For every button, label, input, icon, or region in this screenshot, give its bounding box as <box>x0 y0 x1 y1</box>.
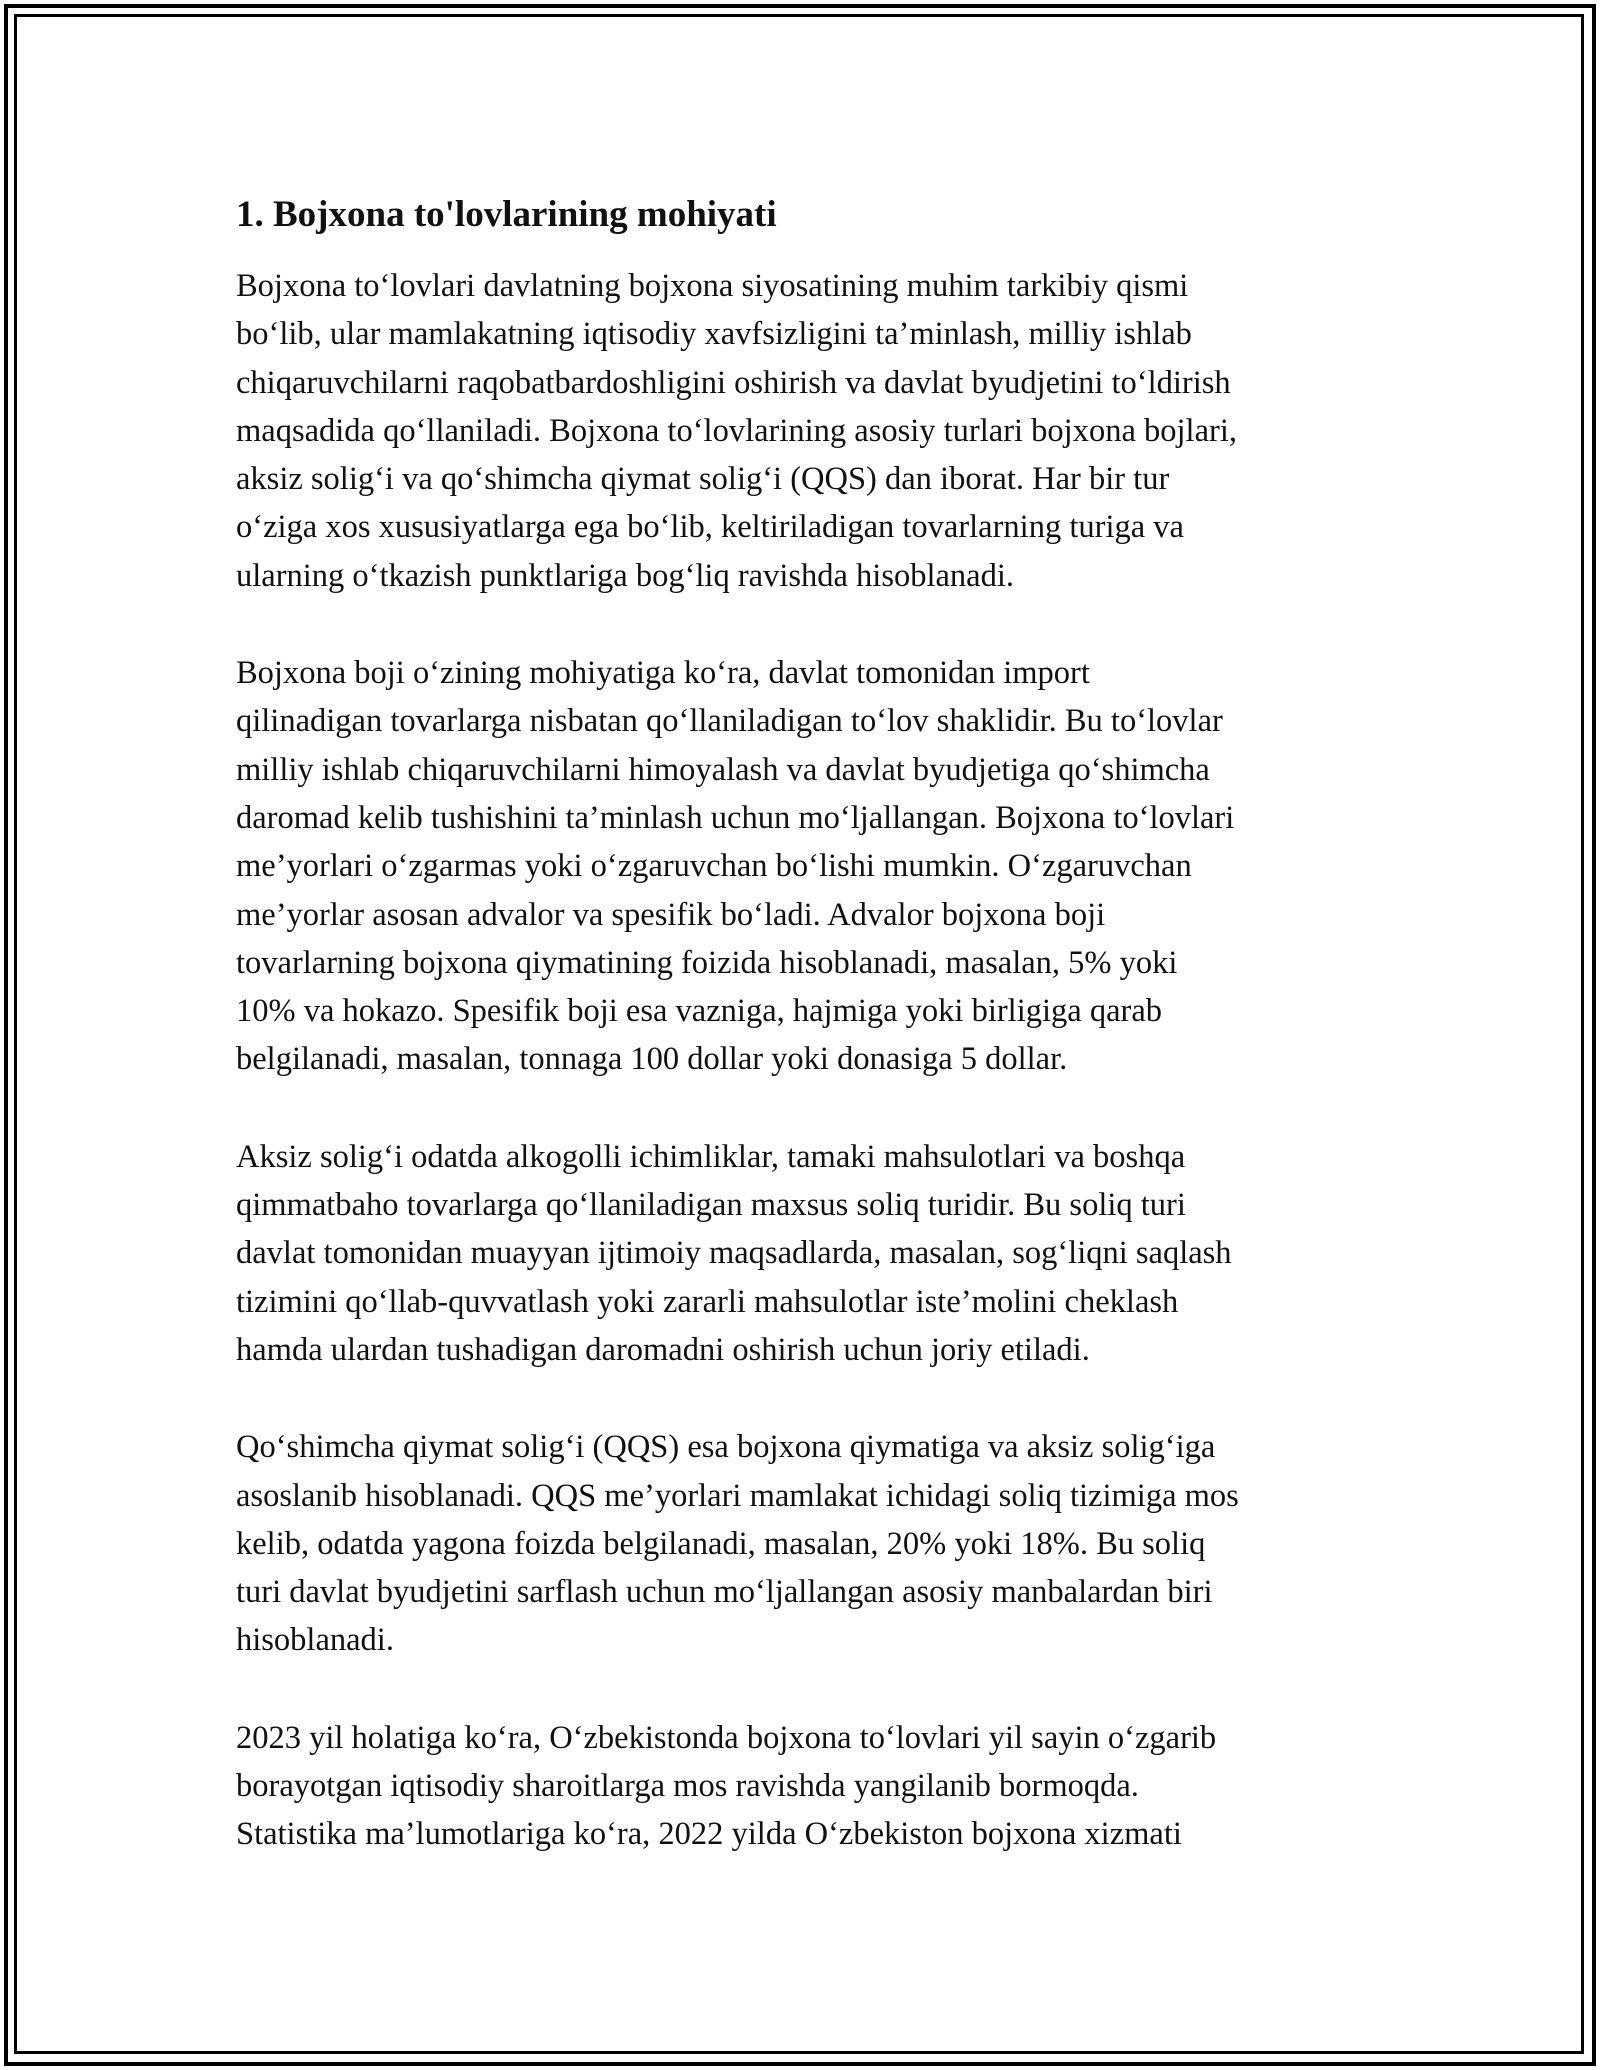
text-line: ularning o‘tkazish punktlariga bog‘liq ravishda hisoblanadi. <box>236 557 1015 594</box>
text-line: milliy ishlab chiqaruvchilarni himoyalash va davlat byudjetiga qo‘shimcha <box>236 751 1210 788</box>
document-body <box>236 182 1376 1908</box>
text-line: qilinadigan tovarlarga nisbatan qo‘llaniladigan to‘lov shaklidir. Bu to‘lovlar <box>236 703 1223 740</box>
paragraph-statistics <box>236 1714 1376 1859</box>
text-line: daromad kelib tushishini ta’minlash uchun mo‘ljallangan. Bojxona to‘lovlari <box>236 799 1235 836</box>
text-line: Bojxona to‘lovlari davlatning bojxona siyosatining muhim tarkibiy qismi <box>236 268 1189 304</box>
paragraph-intro <box>236 262 1376 600</box>
text-line: tizimini qo‘llab-quvvatlash yoki zararli mahsulotlar iste’molini cheklash <box>236 1283 1179 1320</box>
paragraph-vat <box>236 1423 1376 1664</box>
text-line: maqsadida qo‘llaniladi. Bojxona to‘lovlarining asosiy turlari bojxona bojlari, <box>236 412 1237 449</box>
paragraph-excise-tax <box>236 1133 1376 1374</box>
text-line: bo‘lib, ular mamlakatning iqtisodiy xavfsizligini ta’minlash, milliy ishlab <box>236 316 1192 353</box>
text-line: me’yorlari o‘zgarmas yoki o‘zgaruvchan bo‘lishi mumkin. O‘zgaruvchan <box>236 848 1192 885</box>
text-line: o‘ziga xos xususiyatlarga ega bo‘lib, keltiriladigan tovarlarning turiga va <box>236 509 1184 546</box>
text-line: tovarlarning bojxona qiymatining foizida hisoblanadi, masalan, 5% yoki <box>236 944 1178 981</box>
text-line: belgilanadi, masalan, tonnaga 100 dollar yoki donasiga 5 dollar. <box>236 1041 1068 1078</box>
text-line: 10% va hokazo. Spesifik boji esa vazniga, hajmiga yoki birligiga qarab <box>236 993 1162 1030</box>
text-line: me’yorlar asosan advalor va spesifik bo‘ladi. Advalor bojxona boji <box>236 896 1106 933</box>
text-line: hisoblanadi. <box>236 1622 394 1659</box>
text-line: 2023 yil holatiga ko‘ra, O‘zbekistonda bojxona to‘lovlari yil sayin o‘zgarib <box>236 1719 1217 1756</box>
text-line: borayotgan iqtisodiy sharoitlarga mos ravishda yangilanib bormoqda. <box>236 1768 1139 1805</box>
text-line: qimmatbaho tovarlarga qo‘llaniladigan maxsus soliq turidir. Bu soliq turi <box>236 1187 1186 1224</box>
text-line: asoslanib hisoblanadi. QQS me’yorlari mamlakat ichidagi soliq tizimiga mos <box>236 1477 1239 1514</box>
text-line: Bojxona boji o‘zining mohiyatiga ko‘ra, davlat tomonidan import <box>236 655 1090 692</box>
paragraph-customs-duty <box>236 649 1376 1084</box>
text-line: Aksiz solig‘i odatda alkogolli ichimliklar, tamaki mahsulotlari va boshqa <box>236 1138 1186 1175</box>
text-line: kelib, odatda yagona foizda belgilanadi, masalan, 20% yoki 18%. Bu soliq <box>236 1525 1206 1562</box>
text-line: davlat tomonidan muayyan ijtimoiy maqsadlarda, masalan, sog‘liqni saqlash <box>236 1235 1232 1272</box>
text-line: chiqaruvchilarni raqobatbardoshligini oshirish va davlat byudjetini to‘ldirish <box>236 364 1231 401</box>
text-line: aksiz solig‘i va qo‘shimcha qiymat solig‘i (QQS) dan iborat. Har bir tur <box>236 461 1170 498</box>
text-line: Statistika ma’lumotlariga ko‘ra, 2022 yilda O‘zbekiston bojxona xizmati <box>236 1816 1182 1853</box>
text-line: hamda ulardan tushadigan daromadni oshirish uchun joriy etiladi. <box>236 1331 1090 1368</box>
section-heading: 1. Bojxona to'lovlarining mohiyati <box>236 194 777 235</box>
text-line: turi davlat byudjetini sarflash uchun mo‘ljallangan asosiy manbalardan biri <box>236 1574 1213 1611</box>
text-line: Qo‘shimcha qiymat solig‘i (QQS) esa bojxona qiymatiga va aksiz solig‘iga <box>236 1429 1216 1466</box>
